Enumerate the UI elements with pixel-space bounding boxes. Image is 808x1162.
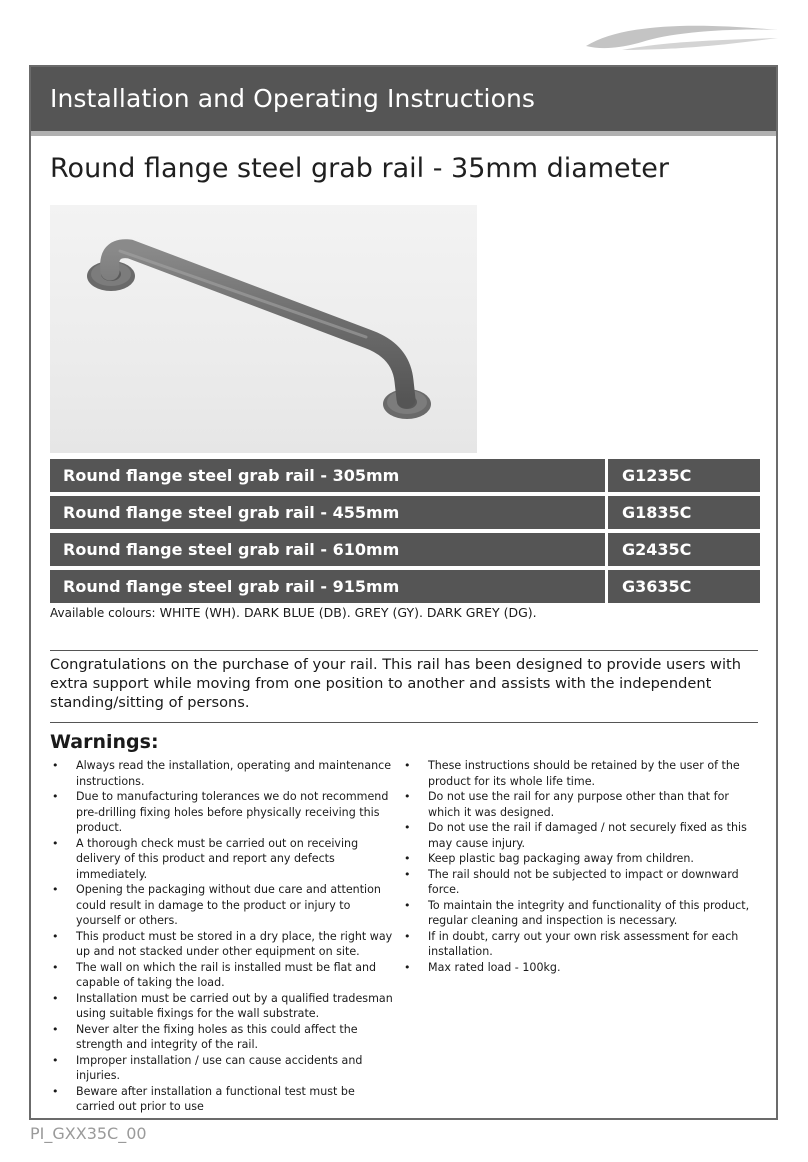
variant-row: [50, 459, 760, 492]
variant-code: G3635C: [608, 570, 760, 603]
warning-item: • These instructions should be retained by the user of the product for its whole life time.: [402, 758, 752, 789]
colours-list: WHITE (WH). DARK BLUE (DB). GREY (GY). DARK GREY (DG).: [159, 605, 537, 620]
header-band: [31, 67, 776, 131]
warning-item: • Improper installation / use can cause accidents and injuries.: [50, 1053, 395, 1084]
warning-item: • A thorough check must be carried out on receiving delivery of this product and report any defects immediately.: [50, 836, 395, 883]
warning-item: • Do not use the rail for any purpose other than that for which it was designed.: [402, 789, 752, 820]
warning-item: • Always read the installation, operating and maintenance instructions.: [50, 758, 395, 789]
divider: [50, 650, 758, 651]
warning-item: • Installation must be carried out by a qualified tradesman using suitable fixings for the wall substrate.: [50, 991, 395, 1022]
header-stripe: [31, 131, 776, 136]
warning-item: • Beware after installation a functional test must be carried out prior to use: [50, 1084, 395, 1115]
available-colours: [50, 605, 537, 620]
warnings-list-right: [402, 758, 752, 975]
variant-table: [50, 459, 760, 607]
variant-code: G2435C: [608, 533, 760, 566]
warning-item: • Do not use the rail if damaged / not securely fixed as this may cause injury.: [402, 820, 752, 851]
variant-name: Round flange steel grab rail - 610mm: [50, 533, 605, 566]
page-title: Installation and Operating Instructions: [50, 84, 536, 113]
warning-item: • If in doubt, carry out your own risk assessment for each installation.: [402, 929, 752, 960]
warning-item: • This product must be stored in a dry place, the right way up and not stacked under other equipment on site.: [50, 929, 395, 960]
variant-code: G1835C: [608, 496, 760, 529]
warnings-list-left: [50, 758, 395, 1115]
variant-name: Round flange steel grab rail - 455mm: [50, 496, 605, 529]
warning-item: • Max rated load - 100kg.: [402, 960, 752, 976]
warning-item: • To maintain the integrity and functionality of this product, regular cleaning and inspection is necessary.: [402, 898, 752, 929]
product-title: Round flange steel grab rail - 35mm diameter: [50, 153, 669, 184]
brand-swoosh-logo: [582, 20, 782, 54]
warnings-heading: Warnings:: [50, 731, 159, 753]
variant-row: [50, 533, 760, 566]
warning-item: • Due to manufacturing tolerances we do not recommend pre-drilling fixing holes before physically receiving this product.: [50, 789, 395, 836]
variant-name: Round flange steel grab rail - 305mm: [50, 459, 605, 492]
warning-item: • Never alter the fixing holes as this could affect the strength and integrity of the rail.: [50, 1022, 395, 1053]
variant-code: G1235C: [608, 459, 760, 492]
variant-name: Round flange steel grab rail - 915mm: [50, 570, 605, 603]
warning-item: • The rail should not be subjected to impact or downward force.: [402, 867, 752, 898]
divider: [50, 722, 758, 723]
document-code: PI_GXX35C_00: [30, 1124, 147, 1143]
warning-item: • The wall on which the rail is installed must be flat and capable of taking the load.: [50, 960, 395, 991]
warning-item: • Keep plastic bag packaging away from children.: [402, 851, 752, 867]
warning-item: • Opening the packaging without due care and attention could result in damage to the product or injury to yourself or others.: [50, 882, 395, 929]
product-photo: [50, 205, 477, 453]
colours-label: Available colours:: [50, 606, 156, 620]
intro-paragraph: Congratulations on the purchase of your rail. This rail has been designed to provide users with extra support while moving from one position to another and assists with the independent standing/sitting of persons.: [50, 656, 742, 711]
variant-row: [50, 496, 760, 529]
variant-row: [50, 570, 760, 603]
document-frame: [29, 65, 778, 1120]
